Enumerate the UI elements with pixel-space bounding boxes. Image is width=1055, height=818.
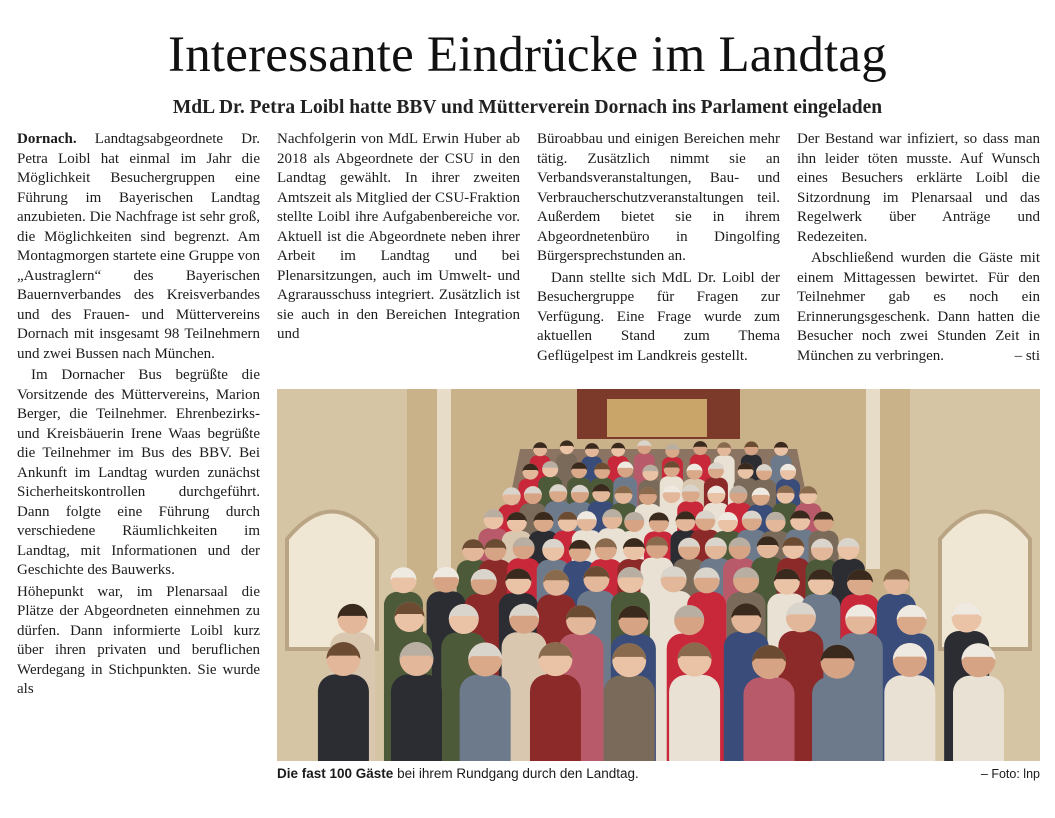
dateline: Dornach. xyxy=(17,131,77,147)
paragraph: Höhepunkt war, im Plenarsaal die Plätze der Abgeordneten einnehmen zu dürfen. Dann informierte Loibl kurz über ihren privaten und beruflichen Werdegang in Stichpunkten. Sie wurde als xyxy=(17,583,260,697)
article-column-4 xyxy=(797,130,1040,366)
caption-text: bei ihrem Rundgang durch den Landtag. xyxy=(393,766,639,781)
article-column-3 xyxy=(537,130,780,366)
paragraph: Nachfolgerin von MdL Erwin Huber ab 2018 als Abgeordnete der CSU in den Landtag gewählt. In ihrer zweiten Amtszeit als Mitglied der CSU-Fraktion stellte Loibl ihre Aufgabenbereiche vor. Aktuell ist die Abgeordnete neben ihrer Arbeit im Landtag und bei Plenarsitzungen, auch im Umwelt- und Agrarausschuss integriert. Zusätzlich ist sie auch in den Bereichen Integration und xyxy=(277,131,520,342)
photo-credit: – Foto: lnp xyxy=(980,767,1040,781)
paragraph xyxy=(17,130,260,364)
paragraph: Dann stellte sich MdL Dr. Loibl der Besuchergruppe für Fragen zur Verfügung. Eine Frage wurde zum aktuellen Stand zum Thema Geflügelpest im Landkreis gestellt. xyxy=(537,269,780,364)
subheadline: MdL Dr. Petra Loibl hatte BBV und Mütterverein Dornach ins Parlament eingeladen xyxy=(172,97,883,118)
paragraph: Büroabbau und einigen Bereichen mehr tätig. Zusätzlich nimmt sie an Verbandsveranstaltungen, Bau- und Verbraucherschutzveranstaltungen teil. Außerdem bietet sie in ihrem Abgeordnetenbüro in Dingolfing Bürgersprechstunden an. xyxy=(537,131,780,264)
group-photo-illustration xyxy=(277,389,1040,761)
paragraph-text: Abschließend wurden die Gäste mit einem Mittagessen bewirtet. Für den Teilnehmer gab es noch ein Erinnerungsgeschenk. Dann hatten die Besucher noch zwei Stunden Zeit in München zu verbringen. xyxy=(797,250,1040,364)
photo-caption xyxy=(277,765,1040,783)
article-column-1 xyxy=(17,130,260,700)
group-photo xyxy=(277,389,1040,761)
article-column-2 xyxy=(277,130,520,345)
paragraph xyxy=(797,249,1040,366)
caption-bold: Die fast 100 Gäste xyxy=(277,766,394,781)
paragraph-text: Landtagsabgeordnete Dr. Petra Loibl hat einmal im Jahr die Möglichkeit Besuchergruppen eine Führung im Bayerischen Landtag anzubieten. Die Nachfrage ist sehr groß, die Möglichkeiten sind begrenzt. Am Montagmorgen startete eine Gruppe von „Austraglern“ des Bayerischen Bauernverbandes des Kreisverbandes und des Frauen- und Müttervereins Dornach mit insgesamt 98 Teilnehmern und zwei Bussen nach München. xyxy=(17,131,260,362)
author-signature: – sti xyxy=(1014,347,1040,364)
headline: Interessante Eindrücke im Landtag xyxy=(168,27,887,83)
paragraph: Der Bestand war infiziert, so dass man ihn leider töten musste. Auf Wunsch eines Besuchers erklärte Loibl die Sitzordnung im Plenarsaal und das Regelwerk über Anträge und Redezeiten. xyxy=(797,131,1040,245)
paragraph: Im Dornacher Bus begrüßte die Vorsitzende des Müttervereins, Marion Berger, die Teilnehmer. Ehrenbezirks- und Kreisbäuerin Irene Waas begrüßte die Teilnehmer im Bus des BBV. Bei Ankunft im Landtag wurden zunächst Sicherheitskontrollen durchgeführt. Dann folgte eine Führung durch verschiedene Räumlichkeiten im Landtag, mit Informationen und der Geschichte des Bauwerks. xyxy=(17,367,260,578)
